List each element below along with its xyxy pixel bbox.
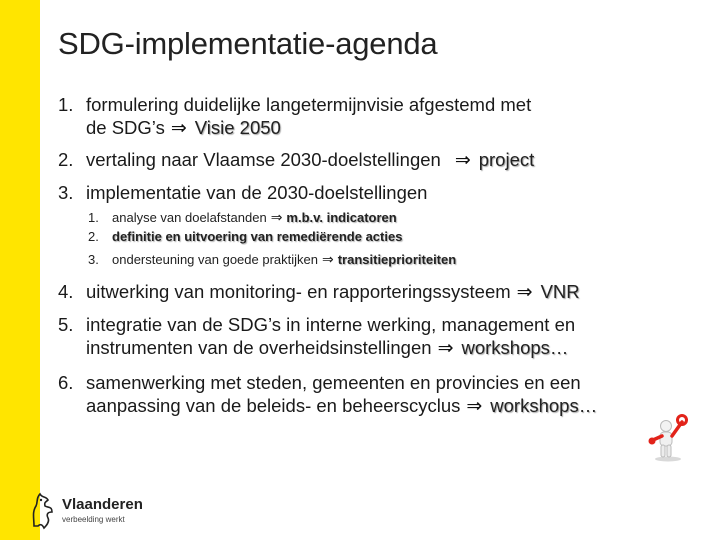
sub-item-text: definitie en uitvoering van remediërende acties xyxy=(112,229,403,244)
arrow-icon: ⇒ xyxy=(466,396,483,417)
slide-title: SDG-implementatie-agenda xyxy=(58,26,438,61)
arrow-icon: ⇒ xyxy=(437,338,454,359)
arrow-icon: ⇒ xyxy=(516,282,533,303)
arrow-icon: ⇒ xyxy=(270,209,283,225)
vlaanderen-logo xyxy=(30,490,170,532)
logo-name: Vlaanderen xyxy=(62,496,143,513)
sub-item-2 xyxy=(88,229,402,245)
item-number: 4. xyxy=(58,281,74,302)
list-item-4 xyxy=(58,280,580,304)
item-number: 2. xyxy=(58,149,74,170)
tools-figure-icon xyxy=(646,412,690,462)
sub-item-result: transitieprioriteiten xyxy=(337,252,457,267)
sub-item-result: m.b.v. indicatoren xyxy=(286,210,397,225)
sub-item-3 xyxy=(88,251,456,268)
sub-item-number: 3. xyxy=(88,252,99,267)
flanders-lion-icon xyxy=(30,490,56,530)
item-result: project xyxy=(478,149,535,170)
item-number: 6. xyxy=(58,372,74,393)
item-text-cont: instrumenten van de overheidsinstellingen xyxy=(86,337,432,358)
arrow-icon: ⇒ xyxy=(170,118,187,139)
item-text: formulering duidelijke langetermijnvisie afgestemd met xyxy=(86,94,532,115)
yellow-sidebar xyxy=(0,0,40,540)
item-result: workshops… xyxy=(461,337,569,358)
sub-item-1 xyxy=(88,209,397,226)
item-text: uitwerking van monitoring- en rapporteringssysteem xyxy=(86,281,511,302)
sub-item-text: ondersteuning van goede praktijken xyxy=(112,252,318,267)
item-result: Visie 2050 xyxy=(194,117,281,138)
item-number: 1. xyxy=(58,94,74,115)
item-result: VNR xyxy=(540,281,580,302)
item-result: workshops… xyxy=(490,395,598,416)
item-text: samenwerking met steden, gemeenten en provincies en een xyxy=(86,372,581,393)
list-item-3 xyxy=(58,181,427,204)
item-text-cont: de SDG’s xyxy=(86,117,165,138)
arrow-icon: ⇒ xyxy=(454,150,471,171)
list-item-6 xyxy=(58,371,597,418)
item-text-cont: aanpassing van de beleids- en beheerscyclus xyxy=(86,395,461,416)
list-item-1 xyxy=(58,93,531,140)
item-text: vertaling naar Vlaamse 2030-doelstellingen xyxy=(86,149,441,170)
sub-item-number: 1. xyxy=(88,210,99,225)
item-number: 3. xyxy=(58,182,74,203)
list-item-2 xyxy=(58,148,534,172)
arrow-icon: ⇒ xyxy=(321,251,334,267)
sub-item-text: analyse van doelafstanden xyxy=(112,210,267,225)
sub-item-number: 2. xyxy=(88,229,99,244)
logo-tagline: verbeelding werkt xyxy=(62,515,125,524)
item-text: implementatie van de 2030-doelstellingen xyxy=(86,182,428,203)
item-text: integratie van de SDG’s in interne werking, management en xyxy=(86,314,576,335)
list-item-5 xyxy=(58,313,575,360)
item-number: 5. xyxy=(58,314,74,335)
